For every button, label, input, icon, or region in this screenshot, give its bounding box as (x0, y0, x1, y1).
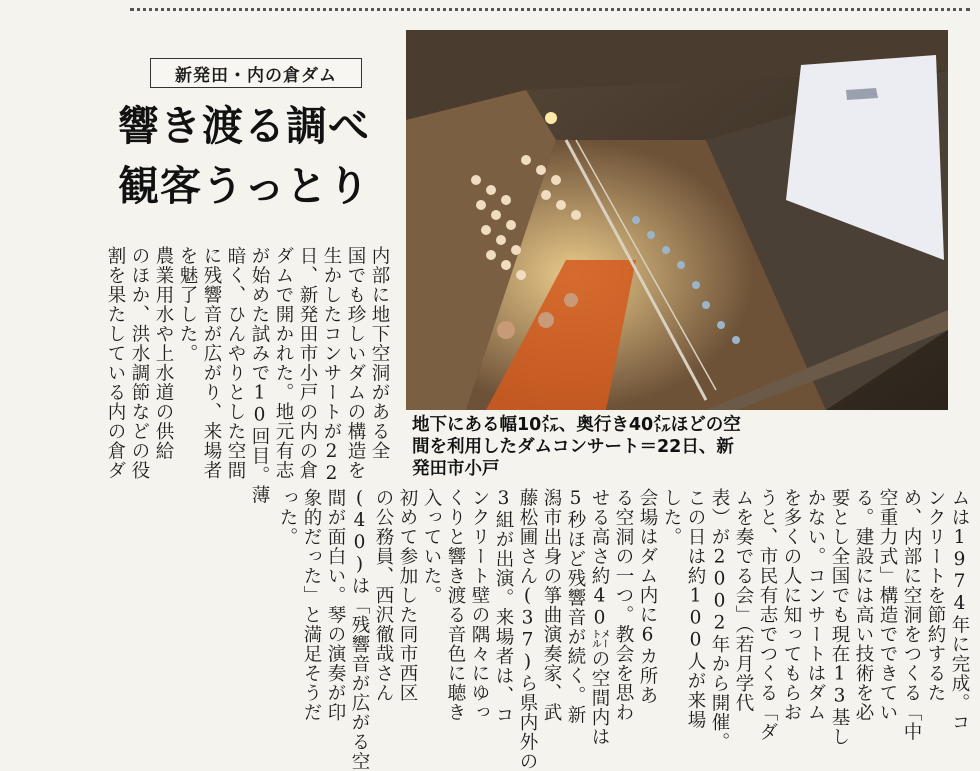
text-column: 5秒ほど残響音が続く。新 (565, 488, 586, 725)
headline-line-1: 響き渡る調べ (118, 102, 370, 150)
text-column: せる高さ約40㍍の空間内は (589, 488, 610, 747)
text-column: 間が面白い。琴の演奏が印 (325, 488, 346, 722)
text-column: くりと響き渡る音色に聴き (445, 488, 466, 722)
text-column: 入っていた。 (421, 488, 442, 605)
text-column: 要とし全国でも現在13基し (829, 488, 850, 747)
text-column: を多くの人に知ってもらお (781, 488, 802, 722)
article-body-lower (10, 488, 970, 771)
text-column: る。建設には高い技術を必 (853, 488, 874, 722)
text-column: る空洞の一つ。教会を思わ (613, 488, 634, 722)
text-column: ムを奏でる会」（若月学代 (733, 488, 754, 713)
concert-photo (406, 30, 948, 410)
text-column: め、内部に空洞をつくる「中 (901, 488, 922, 742)
text-column: した。 (661, 488, 682, 547)
text-column: 生かしたコンサートが22 (321, 246, 342, 485)
text-column: 藤松圃さん(37)ら県内外の (517, 488, 538, 771)
text-column: 表）が2002年から開催。 (709, 488, 730, 752)
headline-line-2: 観客うっとり (118, 162, 370, 210)
text-column: った。 (277, 488, 298, 547)
text-column: に残響音が広がり、来場者 (201, 246, 222, 480)
text-column: の公務員、西沢徹哉さん (373, 488, 394, 703)
text-column: 会場はダム内に6カ所あ (637, 488, 658, 705)
text-column: 内部に地下空洞がある全 (369, 246, 390, 461)
caption-line: 発田市小戸 (412, 459, 500, 479)
text-column: 農業用水や上水道の供給 (153, 246, 174, 461)
text-column: 潟市出身の箏曲演奏家、武 (541, 488, 562, 722)
text-column: のほか、洪水調節などの役 (129, 246, 150, 480)
text-column: 3組が出演。来場者は、コ (493, 488, 514, 725)
text-column: ンクリート壁の隅々にゆっ (469, 488, 490, 722)
text-column: かない。コンサートはダム (805, 488, 826, 722)
text-column: 国でも珍しいダムの構造を (345, 246, 366, 480)
text-column: (40)は「残響音が広がる空 (349, 488, 370, 771)
concert-photo-illustration (406, 30, 948, 410)
text-column: この日は約100人が来場 (685, 488, 706, 730)
caption-line: 地下にある幅10㍍、奥行き40㍍ほどの空 (412, 415, 741, 435)
text-column: ムは1974年に完成。コ (949, 488, 970, 732)
text-column: 象的だった」と満足そうだ (301, 488, 322, 722)
top-dotted-border (130, 8, 970, 11)
location-tag: 新発田・内の倉ダム (150, 58, 362, 88)
text-column: 空重力式」構造でできてい (877, 488, 898, 722)
caption-line: 間を利用したダムコンサート＝22日、新 (412, 437, 734, 457)
text-column: が始めた試みで10回目。薄 (249, 246, 270, 505)
photo-caption (412, 414, 960, 480)
text-column: を魅了した。 (177, 246, 198, 363)
text-column: ダムで開かれた。地元有志 (273, 246, 294, 480)
text-column: ンクリートを節約するた (925, 488, 946, 703)
article-body-upper (10, 246, 390, 505)
text-column: 割を果たしている内の倉ダ (105, 246, 126, 480)
text-column: 初めて参加した同市西区 (397, 488, 418, 703)
text-column: 暗く、ひんやりとした空間 (225, 246, 246, 480)
text-column: 日、新発田市小戸の内の倉 (297, 246, 318, 480)
text-column: うと、市民有志でつくる「ダ (757, 488, 778, 742)
